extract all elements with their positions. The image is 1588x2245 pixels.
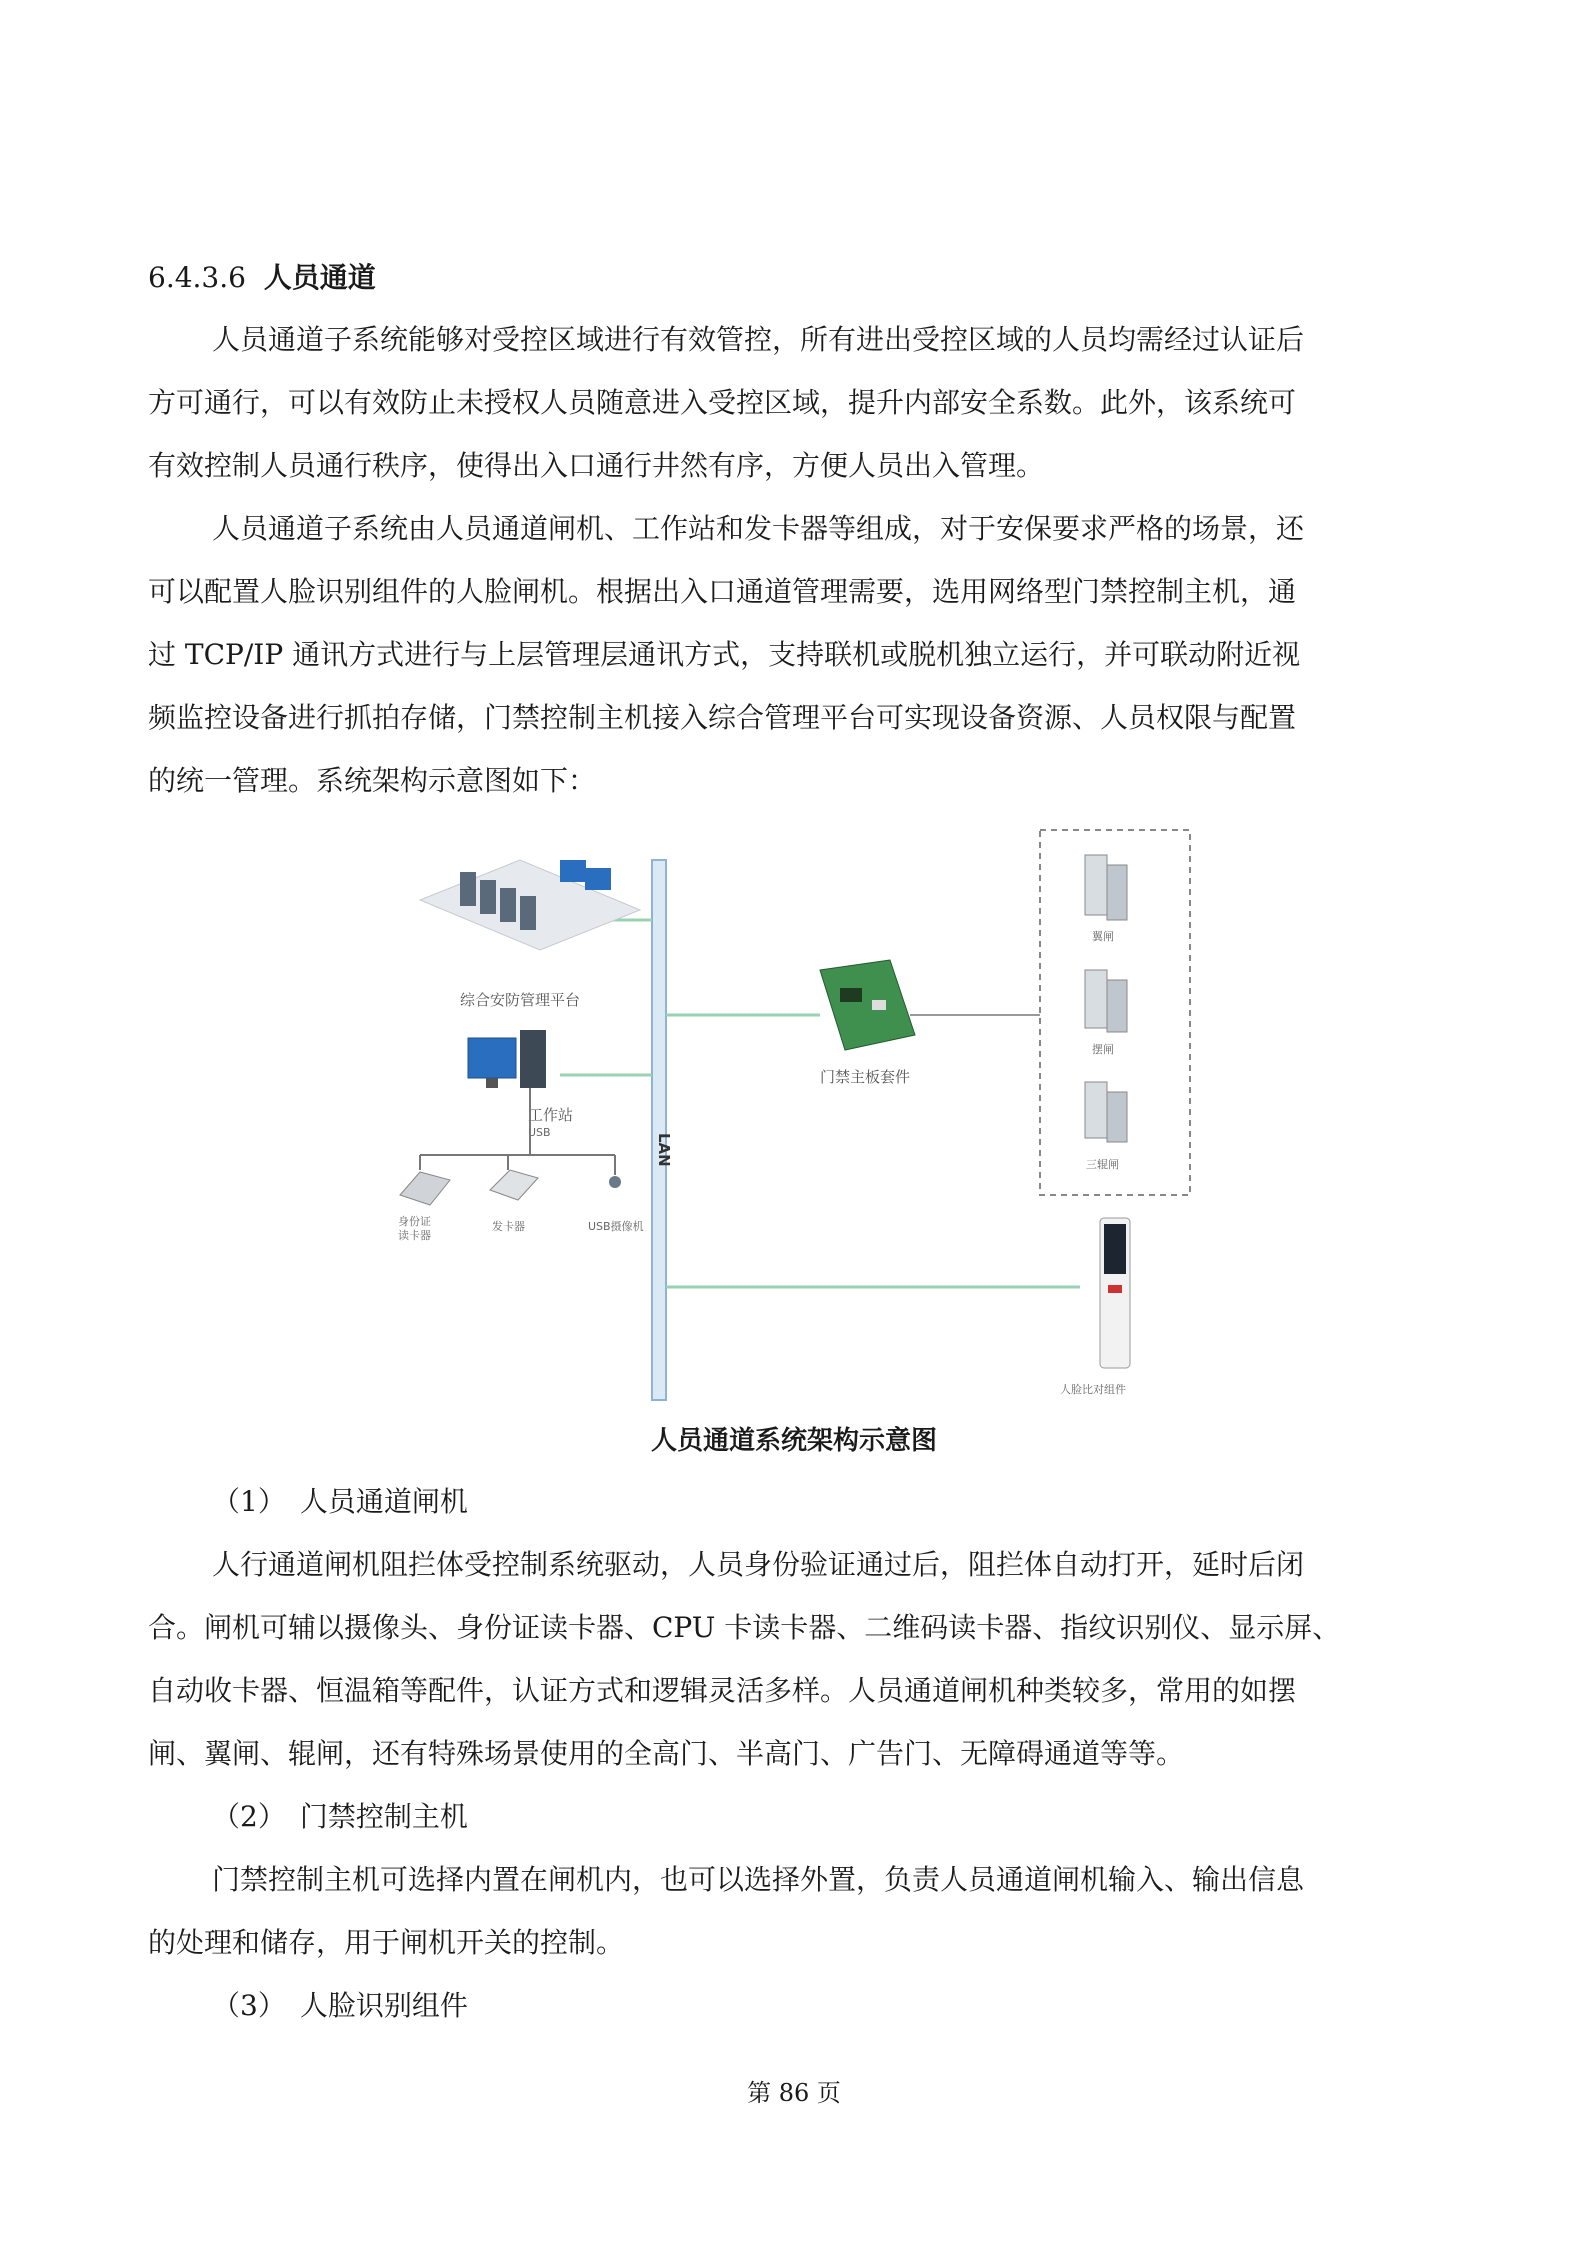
paragraph-line: 有效控制人员通行秩序，使得出入口通行井然有序，方便人员出入管理。	[148, 449, 1045, 482]
paragraph-line: 自动收卡器、恒温箱等配件，认证方式和逻辑灵活多样。人员通道闸机种类较多，常用的如摆	[148, 1674, 1297, 1707]
face-terminal-icon	[1100, 1218, 1130, 1368]
paragraph-line: 可以配置人脸识别组件的人脸闸机。根据出入口通道管理需要，选用网络型门禁控制主机，通	[148, 575, 1297, 608]
controller-label: 门禁主板套件	[820, 1068, 911, 1086]
item2-title: （2） 门禁控制主机	[212, 1800, 468, 1833]
platform-label: 综合安防管理平台	[460, 991, 581, 1009]
figure-caption: 人员通道系统架构示意图	[650, 1426, 937, 1456]
lan-label: LAN	[655, 1133, 673, 1167]
paragraph-line: 合。闸机可辅以摄像头、身份证读卡器、CPU 卡读卡器、二维码读卡器、指纹识别仪、显示屏、	[148, 1611, 1341, 1644]
paragraph-line: 人行通道闸机阻拦体受控制系统驱动，人员身份验证通过后，阻拦体自动打开，延时后闭	[212, 1548, 1305, 1581]
item1-title: （1） 人员通道闸机	[212, 1485, 468, 1518]
paragraph-line: 人员通道子系统由人员通道闸机、工作站和发卡器等组成，对于安保要求严格的场景，还	[212, 512, 1305, 545]
card-issuer-label: 发卡器	[492, 1220, 525, 1233]
section-title: 人员通道	[263, 261, 376, 294]
workstation-label: 工作站	[528, 1106, 574, 1124]
paragraph-line: 方可通行，可以有效防止未授权人员随意进入受控区域，提升内部安全系数。此外，该系统可	[148, 386, 1297, 419]
usb-camera-label: USB摄像机	[588, 1220, 644, 1233]
usb-camera-icon	[609, 1176, 621, 1188]
gate3-label: 三辊闸	[1086, 1158, 1119, 1171]
wing-gate-icon	[1085, 855, 1127, 920]
id-reader-label: 身份证	[398, 1215, 431, 1228]
system-architecture-diagram	[380, 820, 1200, 1410]
workstation-icon	[468, 1030, 546, 1088]
controller-board-icon	[820, 960, 915, 1050]
face-label: 人脸比对组件	[1060, 1383, 1126, 1396]
paragraph-line: 的处理和储存，用于闸机开关的控制。	[148, 1926, 625, 1959]
page-number: 第 86 页	[747, 2079, 841, 2107]
lan-backbone	[652, 860, 666, 1400]
usb-label: USB	[528, 1126, 551, 1139]
id-reader-icon	[400, 1172, 450, 1205]
paragraph-line: 门禁控制主机可选择内置在闸机内，也可以选择外置，负责人员通道闸机输入、输出信息	[212, 1863, 1305, 1896]
gate1-label: 翼闸	[1092, 930, 1114, 943]
section-heading	[148, 258, 1448, 298]
paragraph-line: 的统一管理。系统架构示意图如下：	[148, 764, 597, 797]
management-platform-icon	[420, 860, 640, 950]
id-reader-label-2: 读卡器	[398, 1229, 431, 1242]
item3-title: （3） 人脸识别组件	[212, 1989, 468, 2022]
paragraph-line: 过 TCP/IP 通讯方式进行与上层管理层通讯方式，支持联机或脱机独立运行，并可联动附近视	[148, 638, 1301, 671]
gate2-label: 摆闸	[1092, 1043, 1114, 1056]
swing-gate-icon	[1085, 970, 1127, 1032]
paragraph-line: 闸、翼闸、辊闸，还有特殊场景使用的全高门、半高门、广告门、无障碍通道等等。	[148, 1737, 1185, 1770]
section-number: 6.4.3.6	[148, 261, 246, 294]
paragraph-line: 人员通道子系统能够对受控区域进行有效管控，所有进出受控区域的人员均需经过认证后	[212, 323, 1305, 356]
card-issuer-icon	[490, 1170, 538, 1200]
paragraph-line: 频监控设备进行抓拍存储，门禁控制主机接入综合管理平台可实现设备资源、人员权限与配置	[148, 701, 1297, 734]
tripod-gate-icon	[1085, 1082, 1127, 1142]
